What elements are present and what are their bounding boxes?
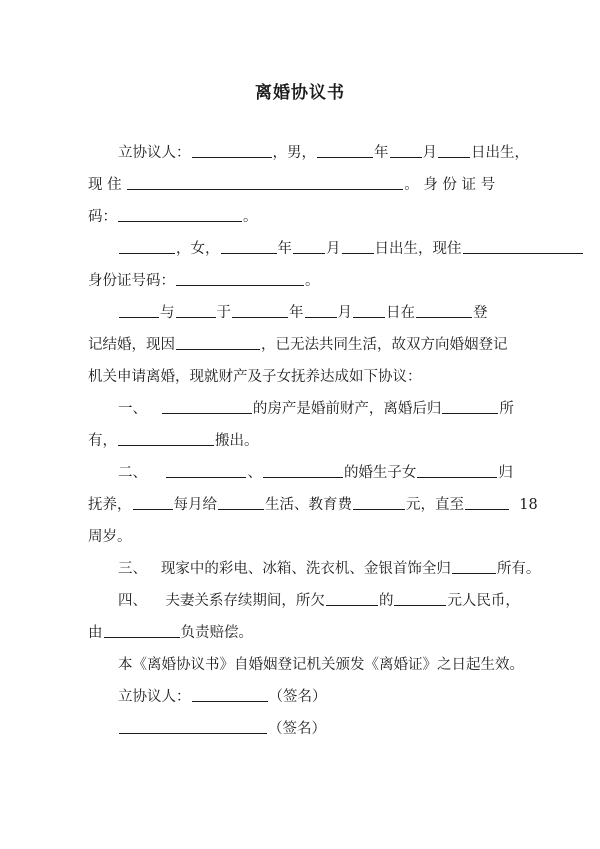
clause-2-line3: 周岁。: [88, 529, 132, 545]
signature-line-1: 立协议人： （签名）: [118, 689, 327, 705]
property-owner-blank[interactable]: [162, 399, 252, 414]
marriage-day-blank[interactable]: [353, 303, 385, 318]
signature-line-2: （签名）: [118, 719, 326, 739]
clause-1-line2: 有， 搬出。: [88, 433, 259, 449]
amount-blank[interactable]: [353, 495, 405, 510]
birth-day-blank[interactable]: [438, 143, 470, 158]
responsible-party-blank[interactable]: [104, 623, 180, 638]
clause-number: 四、: [118, 593, 147, 609]
move-out-party-blank[interactable]: [118, 431, 214, 446]
party-label: 立协议人：: [118, 145, 191, 161]
payer-blank[interactable]: [218, 495, 264, 510]
clause-number: 二、: [118, 465, 147, 481]
clause-4-line1: 四、 夫妻关系存续期间，所欠 的 元人民币，: [118, 593, 520, 609]
party2-line2: 身份证号码： 。: [88, 273, 320, 289]
clause-number: 三、: [118, 561, 147, 577]
marriage-line3: 机关申请离婚，现就财产及子女抚养达成如下协议：: [88, 369, 422, 385]
birth-day-blank[interactable]: [342, 239, 374, 254]
name-blank[interactable]: [192, 143, 272, 158]
party1-line3: 码： 。: [88, 209, 258, 225]
father-name-blank[interactable]: [166, 463, 246, 478]
effective-clause: 本《离婚协议书》自婚姻登记机关颁发《离婚证》之日起生效。: [118, 657, 524, 673]
clause-1-line1: 一、 的房产是婚前财产，离婚后归 所: [118, 401, 514, 417]
clause-3-line1: 三、 现家中的彩电、冰箱、洗衣机、金银首饰全归 所有。: [118, 561, 541, 577]
clause-4-line2: 由 负责赔偿。: [88, 625, 253, 641]
party2-line1: ，女， 年 月 日出生，现住: [118, 239, 584, 259]
document-title: 离婚协议书: [255, 83, 345, 103]
debt-amount-blank[interactable]: [394, 591, 446, 606]
registry-place-blank[interactable]: [416, 303, 472, 318]
marriage-month-blank[interactable]: [305, 303, 337, 318]
party1-line1: 立协议人： ，男， 年 月 日出生，: [118, 145, 529, 161]
id-number-blank[interactable]: [118, 207, 242, 222]
reason-blank[interactable]: [176, 335, 260, 350]
marriage-line1: 与 于 年 月 日在 登: [118, 303, 488, 323]
party1-line2: 现 住 。 身 份 证 号: [88, 177, 496, 193]
clause-number: 一、: [118, 401, 147, 417]
party2-name-blank[interactable]: [176, 303, 216, 318]
appliance-owner-blank[interactable]: [452, 559, 496, 574]
name-blank[interactable]: [119, 239, 175, 254]
signature-blank-2[interactable]: [119, 719, 267, 734]
mother-name-blank[interactable]: [263, 463, 343, 478]
address-blank[interactable]: [463, 239, 583, 254]
signature-blank-1[interactable]: [192, 687, 268, 702]
debtor-blank[interactable]: [326, 591, 378, 606]
child-name-blank[interactable]: [417, 463, 497, 478]
marriage-line2: 记结婚，现因 ，已无法共同生活，故双方向婚姻登记: [88, 337, 508, 353]
party1-name-blank[interactable]: [119, 303, 159, 318]
clause-2-line1: 二、 、 的婚生子女 归: [118, 465, 513, 481]
child-age-blank[interactable]: [465, 495, 509, 510]
birth-month-blank[interactable]: [390, 143, 422, 158]
custodian-blank[interactable]: [133, 495, 173, 510]
property-recipient-blank[interactable]: [442, 399, 498, 414]
marriage-year-blank[interactable]: [232, 303, 288, 318]
birth-year-blank[interactable]: [221, 239, 277, 254]
address-blank[interactable]: [127, 175, 403, 190]
clause-2-line2: 抚养， 每月给 生活、教育费 元，直至 18: [88, 497, 538, 513]
birth-year-blank[interactable]: [317, 143, 373, 158]
birth-month-blank[interactable]: [293, 239, 325, 254]
id-number-blank[interactable]: [176, 271, 304, 286]
